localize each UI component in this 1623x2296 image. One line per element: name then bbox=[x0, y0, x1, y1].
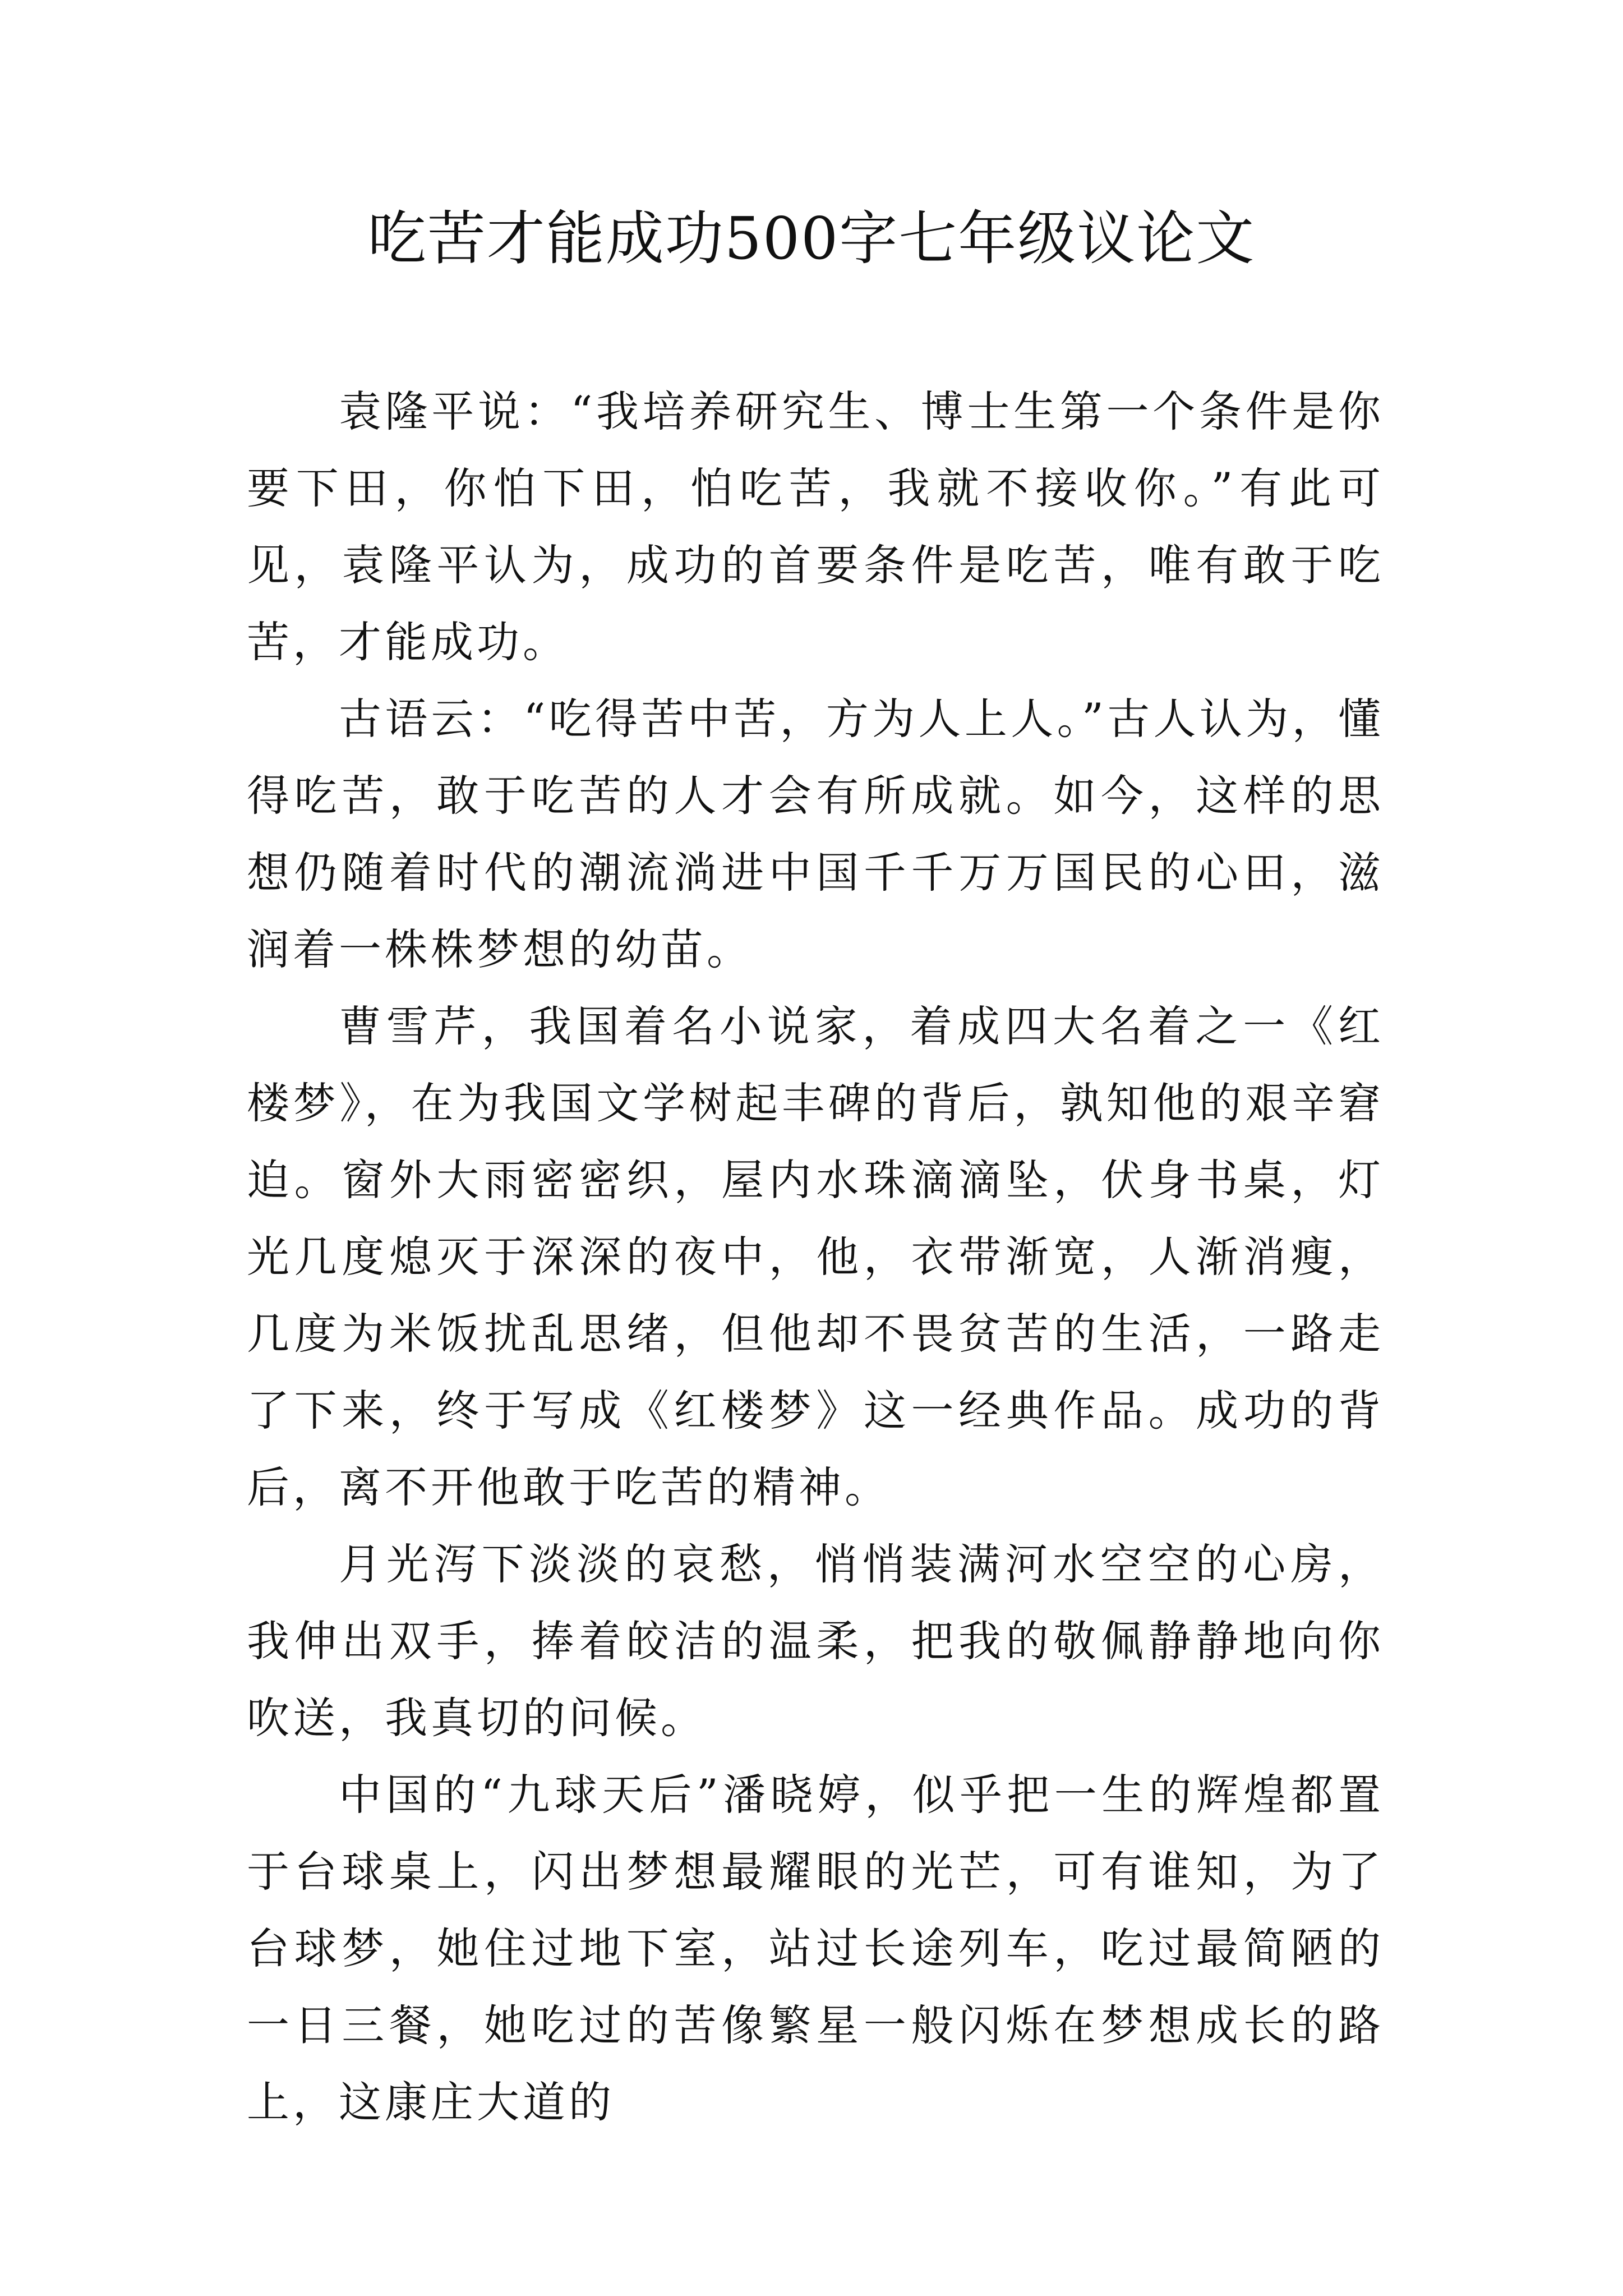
paragraph: 月光泻下淡淡的哀愁，悄悄装满河水空空的心房，我伸出双手，捧着皎洁的温柔，把我的敬佩静静地向你吹送，我真切的问候。 bbox=[247, 1539, 1384, 1743]
paragraph: 袁隆平说：“我培养研究生、博士生第一个条件是你要下田，你怕下田，怕吃苦，我就不接收你。”有此可见，袁隆平认为，成功的首要条件是吃苦，唯有敢于吃苦，才能成功。 bbox=[247, 386, 1384, 667]
document-title: 吃苦才能成功500字七年级议论文 bbox=[367, 204, 1256, 273]
paragraph: 古语云：“吃得苦中苦，方为人上人。”古人认为，懂得吃苦，敢于吃苦的人才会有所成就。如今，这样的思想仍随着时代的潮流淌进中国千千万万国民的心田，滋润着一株株梦想的幼苗。 bbox=[247, 694, 1384, 974]
paragraph: 曹雪芹，我国着名小说家，着成四大名着之一《红楼梦》，在为我国文学树起丰碑的背后，孰知他的艰辛窘迫。窗外大雨密密织，屋内水珠滴滴坠，伏身书桌，灯光几度熄灭于深深的夜中，他，衣带渐宽，人渐消瘦，几度为米饭扰乱思绪，但他却不畏贫苦的生活，一路走了下来，终于写成《红楼梦》这一经典作品。成功的背后，离不开他敢于吃苦的精神。 bbox=[247, 1001, 1384, 1512]
paragraph: 中国的“九球天后”潘晓婷，似乎把一生的辉煌都置于台球桌上，闪出梦想最耀眼的光芒，可有谁知，为了台球梦，她住过地下室，站过长途列车，吃过最简陋的一日三餐，她吃过的苦像繁星一般闪烁在梦想成长的路上，这康庄大道的 bbox=[247, 1770, 1384, 2127]
document-body bbox=[247, 373, 1384, 2141]
